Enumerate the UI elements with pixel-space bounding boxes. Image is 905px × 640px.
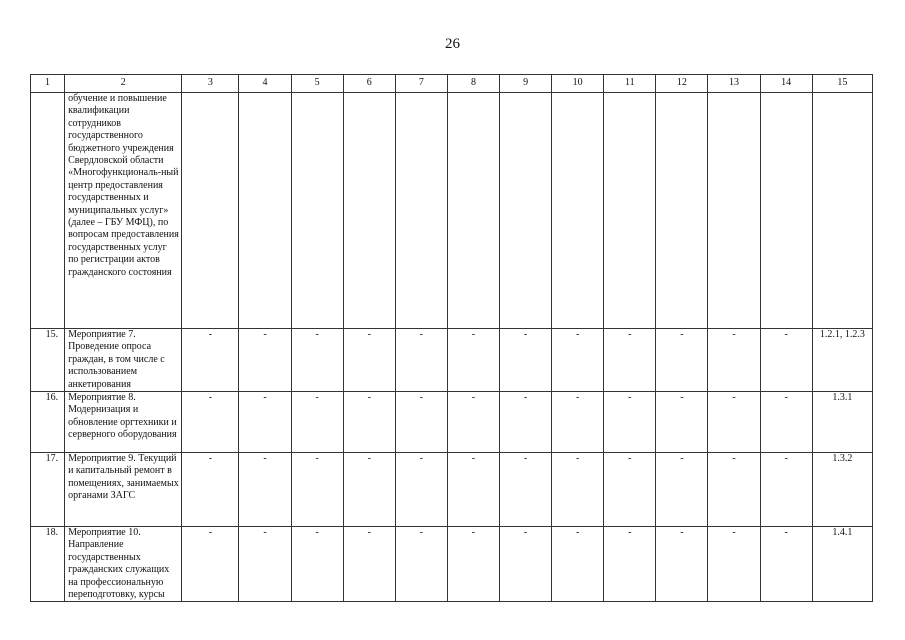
row-description: Мероприятие 7. Проведение опроса граждан, в том числе с использованием анкетирования	[65, 329, 182, 392]
value-cell: -	[395, 392, 447, 453]
value-cell: -	[500, 527, 552, 602]
value-cell: -	[239, 392, 291, 453]
value-cell: -	[500, 392, 552, 453]
table-row	[31, 329, 873, 392]
value-cell	[500, 93, 552, 329]
value-cell: -	[500, 453, 552, 527]
table-row	[31, 93, 873, 329]
value-cell: -	[395, 527, 447, 602]
value-cell: -	[656, 453, 708, 527]
value-cell: -	[552, 453, 604, 527]
row-number: 17.	[31, 453, 65, 527]
value-cell: -	[343, 392, 395, 453]
value-cell: -	[604, 453, 656, 527]
value-cell: -	[447, 453, 499, 527]
value-cell: -	[291, 392, 343, 453]
value-cell: -	[500, 329, 552, 392]
value-cell: -	[656, 329, 708, 392]
header-cell: 9	[500, 75, 552, 93]
value-cell: -	[343, 453, 395, 527]
table-row	[31, 527, 873, 602]
value-cell: -	[760, 527, 812, 602]
value-cell: -	[604, 527, 656, 602]
value-cell: -	[604, 329, 656, 392]
value-cell: -	[552, 392, 604, 453]
page-number: 26	[445, 36, 460, 52]
value-cell: -	[708, 329, 760, 392]
value-cell: -	[343, 329, 395, 392]
table-row	[31, 453, 873, 527]
value-cell: -	[760, 453, 812, 527]
row-description: Мероприятие 10. Направление государственных гражданских служащих на профессиональную переподготовку, курсы	[65, 527, 182, 602]
value-cell: -	[182, 392, 239, 453]
value-cell: -	[552, 527, 604, 602]
target-code-cell: 1.2.1, 1.2.3	[812, 329, 872, 392]
header-cell: 11	[604, 75, 656, 93]
value-cell: -	[708, 453, 760, 527]
row-description: обучение и повышение квалификации сотрудников государственного бюджетного учреждения Свердловской области «Многофункциональ-ный центр предоставления государственных и муниципальных услуг» (далее – ГБУ МФЦ), по вопросам предоставления государственных услуг по регистрации актов гражданского состояния	[65, 93, 182, 329]
header-cell: 14	[760, 75, 812, 93]
header-cell: 8	[447, 75, 499, 93]
table-body	[31, 75, 873, 602]
value-cell: -	[447, 527, 499, 602]
row-description: Мероприятие 9. Текущий и капитальный ремонт в помещениях, занимаемых органами ЗАГС	[65, 453, 182, 527]
header-cell: 12	[656, 75, 708, 93]
header-cell: 2	[65, 75, 182, 93]
target-code-cell	[812, 93, 872, 329]
value-cell	[291, 93, 343, 329]
value-cell	[182, 93, 239, 329]
header-cell: 13	[708, 75, 760, 93]
value-cell: -	[395, 329, 447, 392]
header-cell: 10	[552, 75, 604, 93]
value-cell: -	[182, 453, 239, 527]
header-cell: 4	[239, 75, 291, 93]
value-cell	[656, 93, 708, 329]
row-number: 16.	[31, 392, 65, 453]
row-description: Мероприятие 8. Модернизация и обновление оргтехники и серверного оборудования	[65, 392, 182, 453]
value-cell: -	[656, 527, 708, 602]
row-number: 18.	[31, 527, 65, 602]
value-cell: -	[343, 527, 395, 602]
header-cell: 6	[343, 75, 395, 93]
header-cell: 1	[31, 75, 65, 93]
value-cell: -	[604, 392, 656, 453]
value-cell	[447, 93, 499, 329]
header-row	[31, 75, 873, 93]
value-cell: -	[395, 453, 447, 527]
value-cell	[760, 93, 812, 329]
value-cell	[552, 93, 604, 329]
value-cell: -	[552, 329, 604, 392]
value-cell: -	[708, 392, 760, 453]
value-cell: -	[239, 329, 291, 392]
value-cell: -	[239, 453, 291, 527]
value-cell: -	[708, 527, 760, 602]
target-code-cell: 1.4.1	[812, 527, 872, 602]
value-cell: -	[656, 392, 708, 453]
value-cell: -	[760, 392, 812, 453]
value-cell: -	[239, 527, 291, 602]
value-cell: -	[291, 453, 343, 527]
table-row	[31, 392, 873, 453]
value-cell: -	[760, 329, 812, 392]
row-number	[31, 93, 65, 329]
value-cell: -	[182, 329, 239, 392]
value-cell	[708, 93, 760, 329]
header-cell: 7	[395, 75, 447, 93]
value-cell: -	[291, 527, 343, 602]
header-cell: 3	[182, 75, 239, 93]
header-cell: 5	[291, 75, 343, 93]
value-cell: -	[182, 527, 239, 602]
value-cell	[239, 93, 291, 329]
measures-table	[30, 74, 873, 602]
value-cell	[604, 93, 656, 329]
value-cell: -	[447, 392, 499, 453]
row-number: 15.	[31, 329, 65, 392]
value-cell	[395, 93, 447, 329]
value-cell: -	[447, 329, 499, 392]
target-code-cell: 1.3.2	[812, 453, 872, 527]
header-cell: 15	[812, 75, 872, 93]
value-cell: -	[291, 329, 343, 392]
value-cell	[343, 93, 395, 329]
target-code-cell: 1.3.1	[812, 392, 872, 453]
